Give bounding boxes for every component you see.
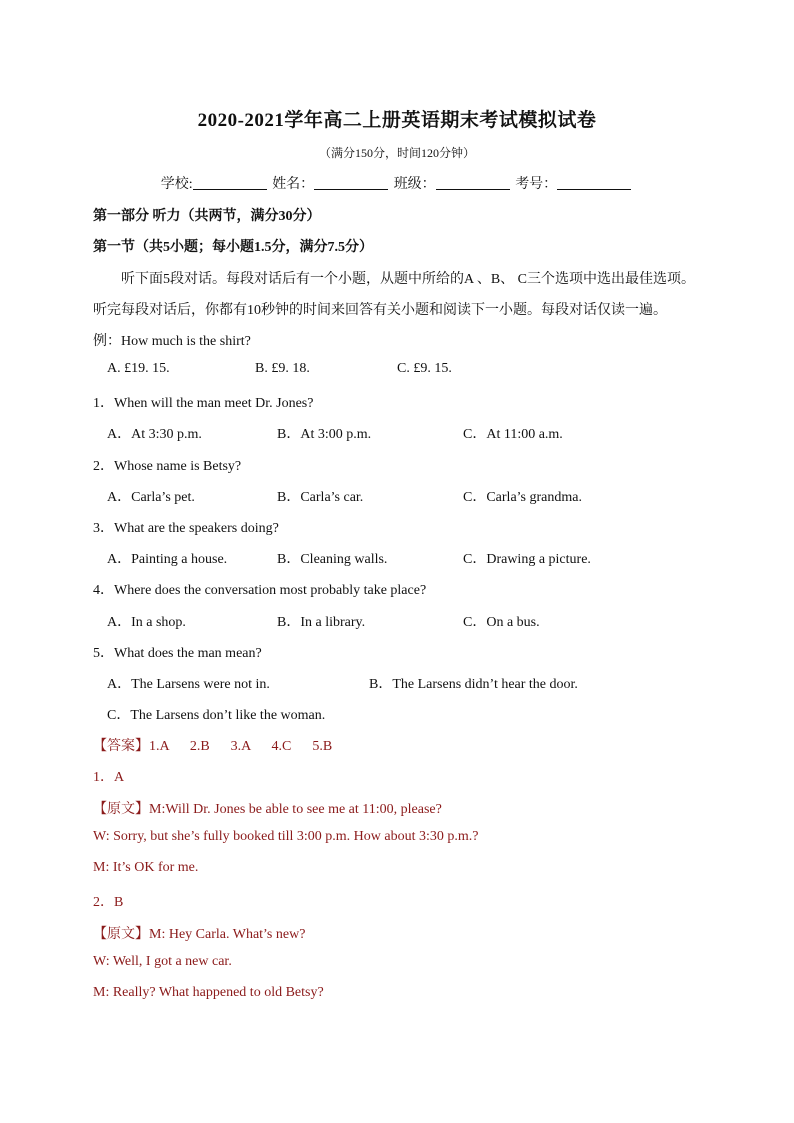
source-label: 【原文】: [93, 802, 149, 817]
q5-option-c: C．The Larsens don’t like the woman.: [107, 708, 326, 723]
student-info-row: [0, 173, 794, 193]
answer-label: 【答案】: [93, 739, 149, 754]
question-2: 2．Whose name is Betsy?: [93, 459, 242, 474]
instructions-line-2: 听完每段对话后，你都有10秒钟的时间来回答有关小题和阅读下一小题。每段对话仅读一遍。: [93, 303, 667, 318]
page-title: 2020-2021学年高二上册英语期末考试模拟试卷: [197, 110, 597, 131]
explanation-1-number: 1．A: [93, 770, 125, 785]
q1-option-a: A．At 3:30 p.m.: [107, 427, 202, 442]
exam-number-blank[interactable]: [557, 175, 631, 190]
info-label-name: 姓名：: [272, 177, 315, 192]
q2-option-c: C．Carla’s grandma.: [463, 490, 582, 505]
question-3: 3．What are the speakers doing?: [93, 521, 279, 536]
explanation-2-line-3: M: Really? What happened to old Betsy?: [93, 985, 324, 1000]
q5-option-a: A．The Larsens were not in.: [107, 677, 270, 692]
dialogue-line: M:Will Dr. Jones be able to see me at 11:00, please?: [149, 802, 442, 817]
example-option-a: A. £19. 15.: [107, 361, 170, 376]
explanation-1-line-2: W: Sorry, but she’s fully booked till 3:00 p.m. How about 3:30 p.m.?: [93, 829, 479, 844]
answer-row: [93, 735, 332, 755]
q5-option-b: B．The Larsens didn’t hear the door.: [369, 677, 578, 692]
example-option-b: B. £9. 18.: [255, 361, 310, 376]
info-label-exam-number: 考号：: [515, 177, 558, 192]
example-question: 例：How much is the shirt?: [93, 334, 251, 349]
q2-option-a: A．Carla’s pet.: [107, 490, 195, 505]
q1-option-c: C．At 11:00 a.m.: [463, 427, 563, 442]
section1-heading: 第一节（共5小题；每小题1.5分，满分7.5分）: [93, 240, 373, 255]
q4-option-c: C．On a bus.: [463, 615, 540, 630]
school-blank[interactable]: [193, 175, 267, 190]
info-label-school: 学校:: [160, 177, 193, 192]
example-option-c: C. £9. 15.: [397, 361, 452, 376]
q3-option-c: C．Drawing a picture.: [463, 552, 591, 567]
q3-option-b: B．Cleaning walls.: [277, 552, 388, 567]
q4-option-b: B．In a library.: [277, 615, 366, 630]
question-1: 1．When will the man meet Dr. Jones?: [93, 396, 314, 411]
explanation-1-line-1: [93, 798, 442, 818]
explanation-1-line-3: M: It’s OK for me.: [93, 860, 199, 875]
question-5: 5．What does the man mean?: [93, 646, 262, 661]
part1-heading: 第一部分 听力（共两节，满分30分）: [93, 209, 321, 224]
page-subtitle: （满分150分，时间120分钟）: [318, 146, 475, 160]
class-blank[interactable]: [436, 175, 510, 190]
source-label: 【原文】: [93, 927, 149, 942]
name-blank[interactable]: [314, 175, 388, 190]
q1-option-b: B．At 3:00 p.m.: [277, 427, 372, 442]
dialogue-line: M: Hey Carla. What’s new?: [149, 927, 306, 942]
answer-text: 1.A 2.B 3.A 4.C 5.B: [149, 739, 333, 754]
question-4: 4．Where does the conversation most probably take place?: [93, 583, 427, 598]
explanation-2-number: 2．B: [93, 895, 124, 910]
instructions-line-1: 听下面5段对话。每段对话后有一个小题，从题中所给的A 、B、 C三个选项中选出最佳选项。: [121, 272, 696, 287]
q3-option-a: A．Painting a house.: [107, 552, 228, 567]
info-label-class: 班级：: [393, 177, 436, 192]
explanation-2-line-2: W: Well, I got a new car.: [93, 954, 232, 969]
q2-option-b: B．Carla’s car.: [277, 490, 364, 505]
q4-option-a: A．In a shop.: [107, 615, 186, 630]
explanation-2-line-1: [93, 923, 305, 943]
